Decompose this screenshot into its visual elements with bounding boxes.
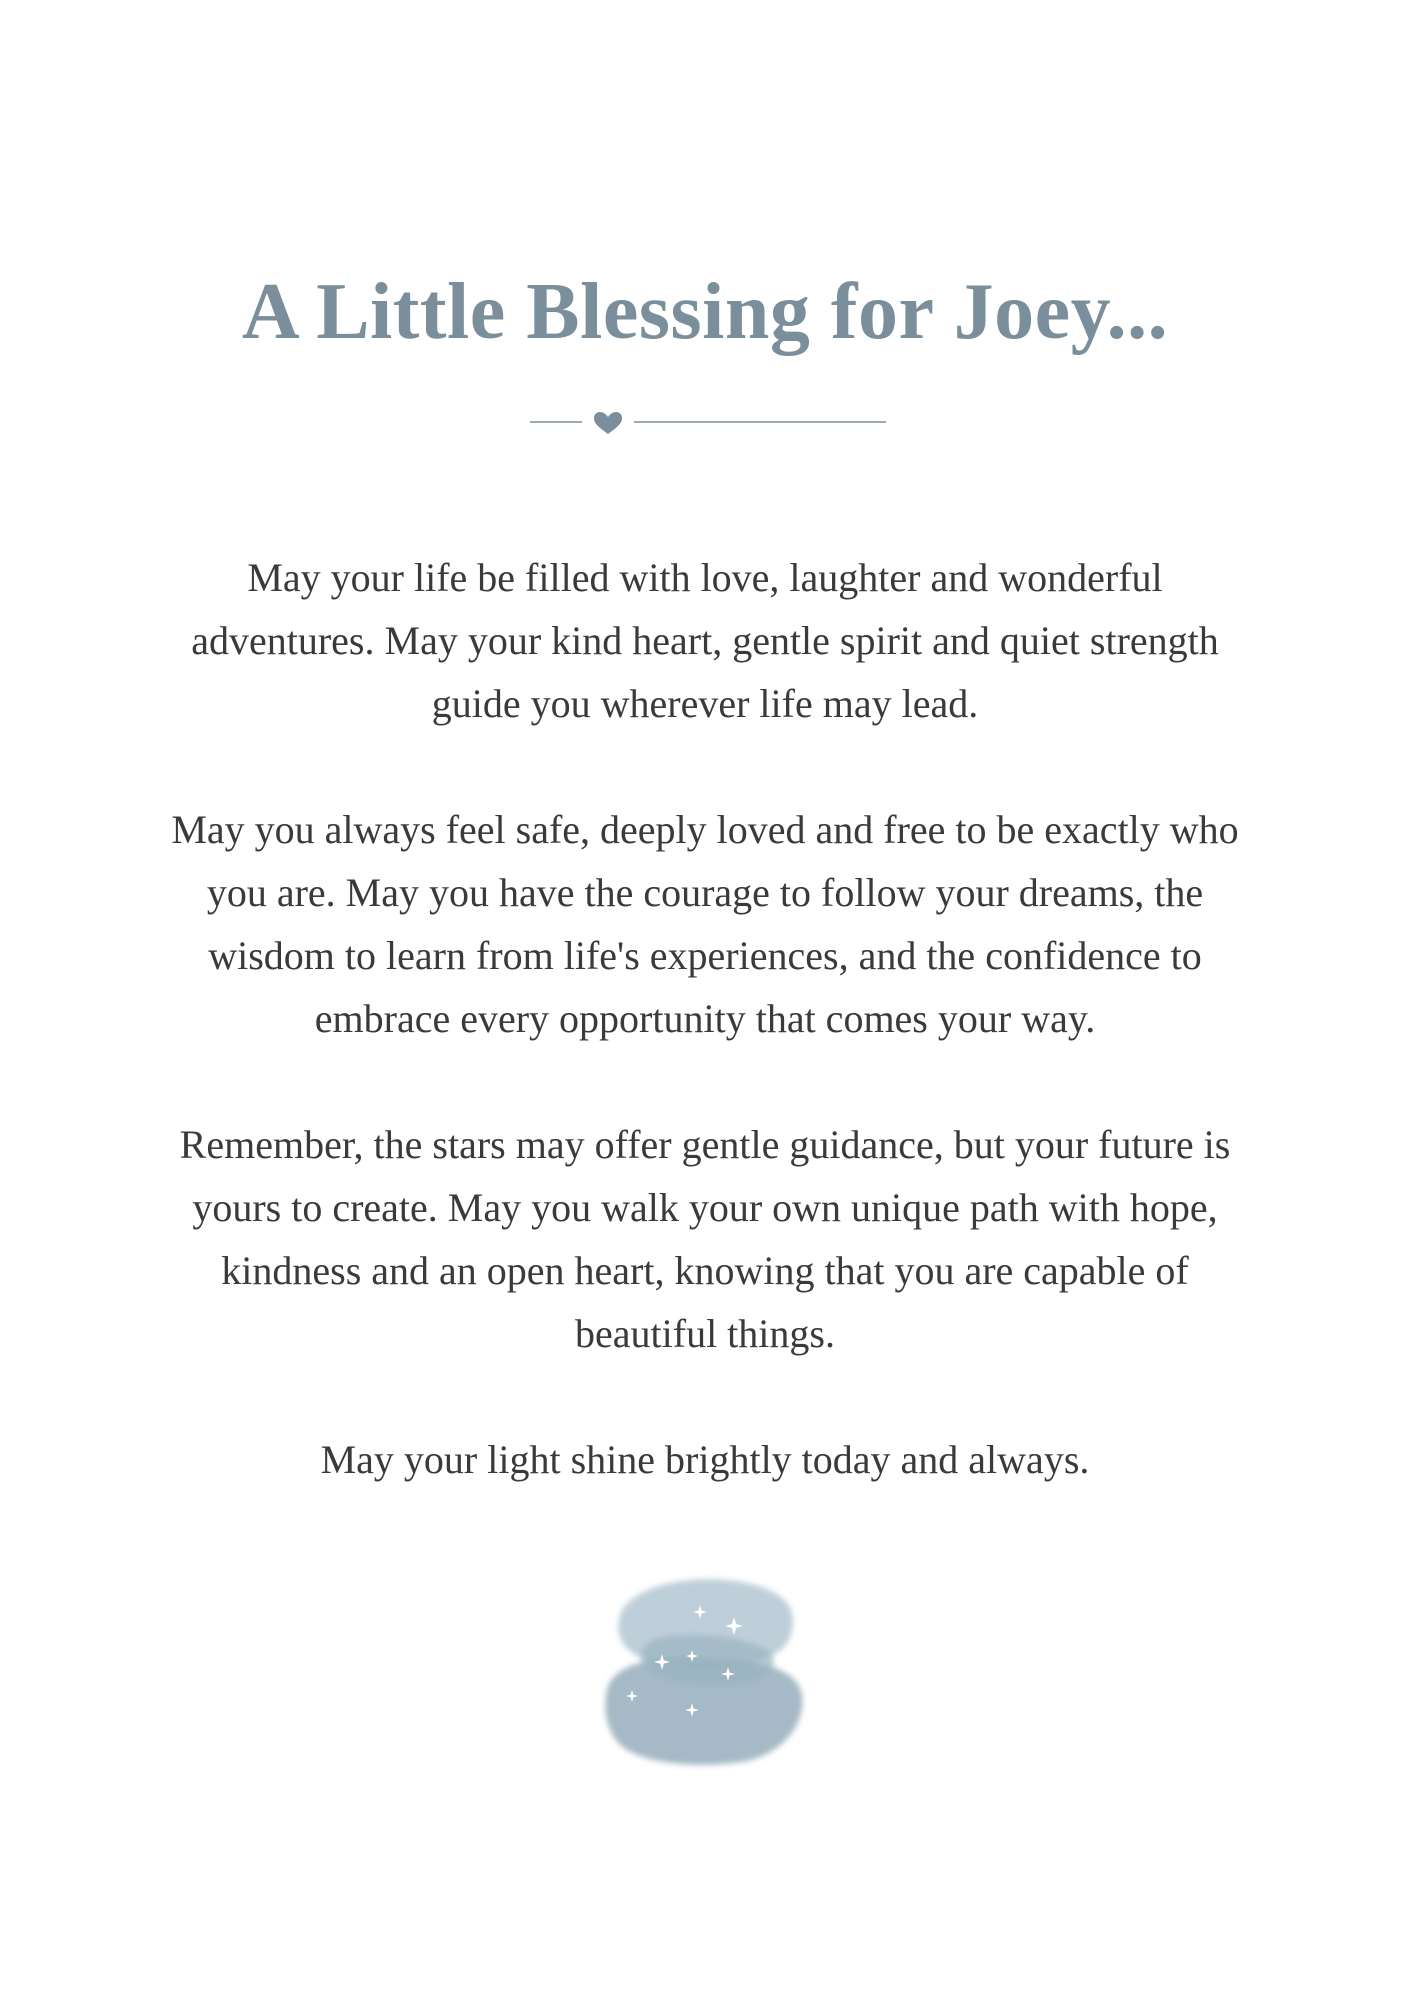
paragraph-2: May you always feel safe, deeply loved and free to be exactly who you are. May you have the courage to follow your dreams, the wisdom to learn from life's experiences, and the confidence to embrace every opportunity that comes your way. <box>171 807 1239 1041</box>
heart-icon <box>594 412 622 434</box>
paragraph-1: May your life be filled with love, laughter and wonderful adventures. May your kind heart, gentle spirit and quiet strength guide you wherever life may lead. <box>191 555 1219 726</box>
blessing-text <box>160 546 1250 1491</box>
watercolor-wash <box>605 1579 802 1765</box>
paragraph-4: May your light shine brightly today and always. <box>320 1437 1090 1482</box>
watercolor-stars-decoration <box>592 1570 822 1780</box>
card-title: A Little Blessing for Joey... <box>241 268 1169 356</box>
paragraph-3: Remember, the stars may offer gentle guidance, but your future is yours to create. May you walk your own unique path with hope, kindness and an open heart, knowing that you are capable of beautiful things. <box>179 1122 1231 1356</box>
heart-divider <box>530 408 890 438</box>
